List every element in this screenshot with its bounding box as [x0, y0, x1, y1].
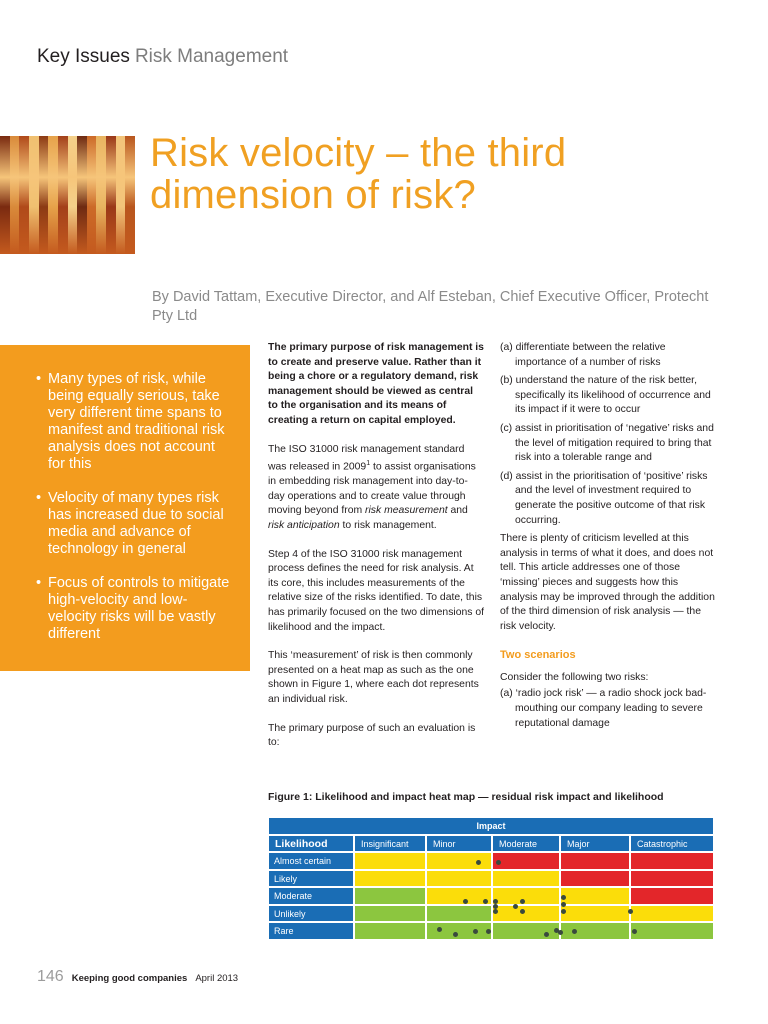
risk-dot	[483, 899, 488, 904]
hero-image-strip	[106, 136, 116, 254]
impact-level-label: Moderate	[492, 835, 560, 852]
risk-dot	[520, 899, 525, 904]
heat-cell	[630, 905, 714, 923]
body-paragraph: Consider the following two risks:	[500, 671, 649, 683]
likelihood-level-label: Almost certain	[268, 852, 354, 870]
body-column-right	[500, 341, 718, 735]
hero-image-strip	[39, 136, 49, 254]
scenario-item: (a) ‘radio jock risk’ — a radio shock jock bad-mouthing our company leading to severe reputational damage	[500, 688, 707, 729]
hero-image	[0, 136, 135, 254]
likelihood-level-label: Rare	[268, 922, 354, 940]
heat-cell	[630, 922, 714, 940]
likelihood-level-label: Unlikely	[268, 905, 354, 923]
purpose-list-item: (c) assist in prioritisation of ‘negative’ risks and the level of mitigation required to bring that risk into a tolerable range and	[500, 422, 714, 464]
text-run: risk anticipation	[268, 520, 340, 531]
heat-map	[268, 817, 714, 940]
section-header	[37, 46, 288, 68]
footnote-marker: 1	[366, 460, 371, 468]
section-topic: Risk Management	[134, 46, 289, 67]
body-paragraph: This ‘measurement’ of risk is then commonly presented on a heat map as such as the one shown in Figure 1, where each dot represents an individual risk.	[268, 650, 479, 705]
likelihood-level-label: Likely	[268, 870, 354, 888]
heat-cell	[426, 905, 492, 923]
hero-image-strip	[77, 136, 87, 254]
risk-dot	[572, 929, 577, 934]
risk-dot	[437, 927, 442, 932]
hero-image-strip	[10, 136, 20, 254]
text-run: to risk management.	[339, 520, 437, 531]
heat-cell	[492, 887, 560, 905]
body-paragraph: Step 4 of the ISO 31000 risk management process defines the need for risk analysis. At its core, this includes measurements of the relative size of the risks identified. To date, this has primarily focused on the two dimensions of likelihood and the impact.	[268, 548, 485, 633]
purpose-list-item: (a) differentiate between the relative importance of a number of risks	[500, 342, 666, 368]
impact-level-label: Minor	[426, 835, 492, 852]
summary-bullet: • Focus of controls to mitigate high-velocity and low-velocity risks will be vastly different	[36, 575, 232, 643]
heat-cell	[560, 852, 630, 870]
heat-cell	[492, 922, 560, 940]
heat-cell	[426, 852, 492, 870]
byline: By David Tattam, Executive Director, and Alf Esteban, Chief Executive Officer, Protecht Pty Ltd	[152, 289, 709, 324]
hero-image-strip	[116, 136, 126, 254]
risk-dot	[493, 899, 498, 904]
article-title: Risk velocity – the third dimension of risk?	[150, 131, 567, 217]
impact-level-label: Insignificant	[354, 835, 426, 852]
heat-cell	[630, 870, 714, 888]
heat-cell	[354, 905, 426, 923]
text-run: and	[447, 505, 468, 517]
risk-dot	[463, 899, 468, 904]
subheading: Two scenarios	[500, 649, 576, 662]
text-run: risk measurement	[365, 505, 448, 517]
hero-image-strip	[68, 136, 78, 254]
page-footer	[37, 968, 238, 986]
risk-dot	[473, 929, 478, 934]
lead-paragraph: The primary purpose of risk management is to create and preserve value. Rather than it being a chore or a regulatory demand, risk management should be viewed as central to the organisation and its means of creating a return on capital employed.	[268, 342, 484, 426]
heat-cell	[354, 887, 426, 905]
heat-cell	[354, 870, 426, 888]
heat-cell	[354, 852, 426, 870]
text-run: to assist organisations in embedding risk management into day-to-day operations and to create value through moving beyond from	[268, 461, 476, 517]
hero-image-strip	[0, 136, 10, 254]
summary-bullet: • Many types of risk, while being equally serious, take very different time spans to manifest and traditional risk analysis does not account for this	[36, 371, 232, 473]
hero-image-strip	[87, 136, 97, 254]
heat-cell	[354, 922, 426, 940]
risk-dot	[632, 929, 637, 934]
hero-image-strip	[19, 136, 29, 254]
summary-list	[36, 371, 232, 660]
heat-cell	[492, 852, 560, 870]
body-column-middle	[268, 341, 484, 765]
risk-dot	[493, 904, 498, 909]
hero-image-strip	[58, 136, 68, 254]
issue-date: April 2013	[195, 973, 239, 984]
likelihood-header: Likelihood	[268, 835, 354, 852]
summary-bullet: • Velocity of many types risk has increased due to social media and advance of technology in general	[36, 490, 232, 558]
purpose-list-item: (d) assist in the prioritisation of ‘positive’ risks and the level of investment required to generate the positive outcome of that risk occurring.	[500, 470, 708, 526]
text-run: The ISO 31000 risk management standard was released in 2009	[268, 443, 465, 473]
heat-cell	[630, 887, 714, 905]
purpose-list-item: (b) understand the nature of the risk better, specifically its likelihood of occurrence and its impact if it were to occur	[500, 375, 711, 416]
heat-cell	[492, 870, 560, 888]
hero-image-strip	[125, 136, 135, 254]
heat-cell	[630, 852, 714, 870]
impact-level-label: Catastrophic	[630, 835, 714, 852]
body-paragraph: There is plenty of criticism levelled at this analysis in terms of what it does, and does not tell. This article addresses one of those ‘missing’ pieces and suggests how this analysis may be improved through the addition of the third dimension of risk analysis — the risk velocity.	[500, 533, 715, 632]
heat-cell	[560, 905, 630, 923]
page-number: 146	[37, 968, 64, 985]
heat-cell	[560, 887, 630, 905]
section-key: Key Issues	[37, 46, 130, 67]
body-paragraph: The primary purpose of such an evaluation is to:	[268, 722, 476, 749]
risk-dot	[486, 929, 491, 934]
likelihood-level-label: Moderate	[268, 887, 354, 905]
risk-dot	[628, 909, 633, 914]
hero-image-strip	[96, 136, 106, 254]
impact-level-label: Major	[560, 835, 630, 852]
heat-cell	[560, 922, 630, 940]
hero-image-strip	[48, 136, 58, 254]
hero-image-strip	[29, 136, 39, 254]
heat-cell	[426, 922, 492, 940]
body-paragraph	[268, 443, 484, 534]
heat-cell	[426, 870, 492, 888]
publication-name: Keeping good companies	[71, 973, 188, 984]
heat-cell	[492, 905, 560, 923]
figure-caption: Figure 1: Likelihood and impact heat map — residual risk impact and likelihood	[268, 791, 664, 803]
heat-cell	[560, 870, 630, 888]
impact-header: Impact	[268, 817, 714, 835]
summary-box	[0, 345, 250, 671]
